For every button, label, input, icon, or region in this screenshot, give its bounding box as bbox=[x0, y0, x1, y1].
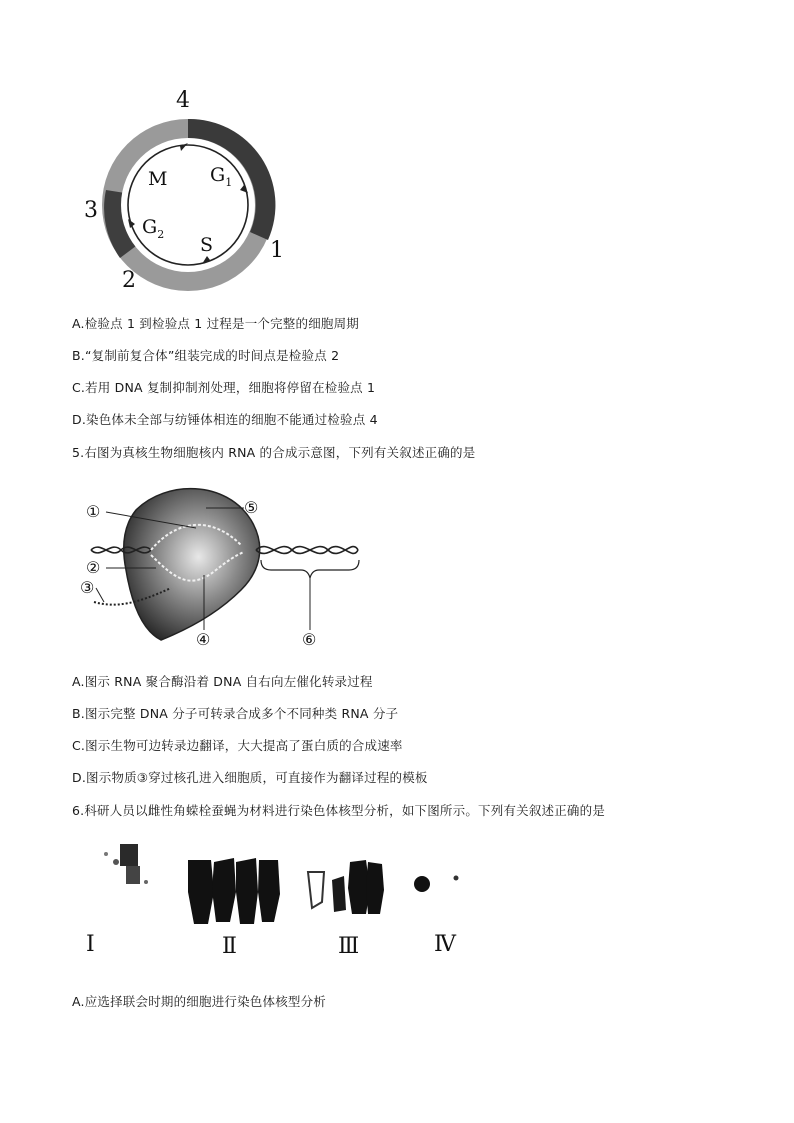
phase-g2-label: $G_2$ bbox=[142, 216, 165, 241]
chromosome-group-3 bbox=[308, 860, 384, 914]
checkpoint-2-label: 2 bbox=[122, 268, 136, 293]
phase-m-label: M bbox=[148, 168, 168, 190]
karyotype-label-4: Ⅳ bbox=[434, 932, 456, 957]
dna-right-strand-a bbox=[256, 547, 358, 554]
phase-g1-label: $G_1$ bbox=[210, 164, 233, 189]
karyotype-label-2: Ⅱ bbox=[222, 934, 237, 959]
q5-stem: 5.右图为真核生物细胞核内 RNA 的合成示意图，下列有关叙述正确的是 bbox=[72, 445, 476, 460]
transcription-diagram bbox=[76, 480, 376, 655]
q5-option-c: C.图示生物可边转录边翻译，大大提高了蛋白质的合成速率 bbox=[72, 738, 403, 753]
label-2: ② bbox=[86, 558, 101, 577]
checkpoint-1-label: 1 bbox=[270, 238, 284, 263]
q6-option-a: A.应选择联会时期的细胞进行染色体核型分析 bbox=[72, 994, 327, 1009]
transcription-figure bbox=[76, 480, 376, 655]
cell-cycle-diagram bbox=[80, 90, 290, 300]
chromosome-group-4 bbox=[414, 876, 459, 893]
label-5: ⑤ bbox=[244, 498, 259, 517]
q4-option-d: D.染色体未全部与纺锤体相连的细胞不能通过检验点 4 bbox=[72, 412, 378, 427]
q5-option-b: B.图示完整 DNA 分子可转录合成多个不同种类 RNA 分子 bbox=[72, 706, 399, 721]
leader-3 bbox=[96, 588, 104, 602]
chromosome-group-1 bbox=[104, 844, 148, 884]
checkpoint-4-label: 4 bbox=[176, 88, 190, 113]
phase-s-label: S bbox=[200, 234, 214, 256]
label-4: ④ bbox=[196, 630, 211, 649]
q4-option-c: C.若用 DNA 复制抑制剂处理，细胞将停留在检验点 1 bbox=[72, 380, 376, 395]
bracket-6 bbox=[261, 560, 359, 578]
chromosome-group-2 bbox=[188, 858, 280, 924]
karyotype-label-1: Ⅰ bbox=[86, 932, 95, 957]
q5-option-d: D.图示物质③穿过核孔进入细胞质，可直接作为翻译过程的模板 bbox=[72, 770, 428, 785]
q4-option-a: A.检验点 1 到检验点 1 过程是一个完整的细胞周期 bbox=[72, 316, 360, 331]
label-1: ① bbox=[86, 502, 101, 521]
checkpoint-3-label: 3 bbox=[84, 198, 98, 223]
rna-polymerase bbox=[124, 489, 260, 640]
cell-cycle-figure bbox=[80, 90, 290, 300]
label-6: ⑥ bbox=[302, 630, 317, 649]
q4-option-b: B.“复制前复合体”组装完成的时间点是检验点 2 bbox=[72, 348, 340, 363]
ring-inner bbox=[121, 138, 255, 272]
q5-option-a: A.图示 RNA 聚合酶沿着 DNA 自右向左催化转录过程 bbox=[72, 674, 373, 689]
dna-right-strand-b bbox=[256, 547, 358, 554]
karyotype-images bbox=[76, 832, 476, 967]
karyotype-figure bbox=[76, 832, 476, 967]
label-3: ③ bbox=[80, 578, 95, 597]
q6-stem: 6.科研人员以雌性角蝾栓蚕蝇为材料进行染色体核型分析，如下图所示。下列有关叙述正确的是 bbox=[72, 803, 606, 818]
karyotype-label-3: Ⅲ bbox=[338, 934, 360, 959]
